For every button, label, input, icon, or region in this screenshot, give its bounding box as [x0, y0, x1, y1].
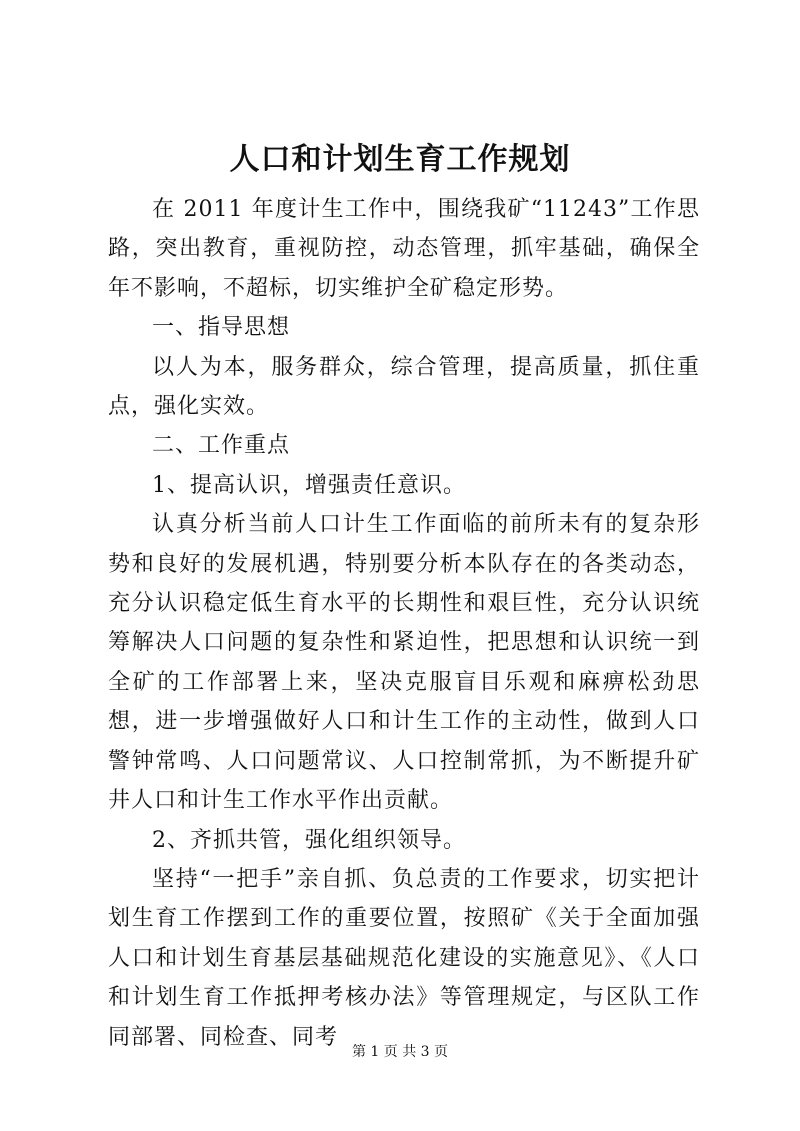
paragraph-guiding-thought: 以人为本，服务群众，综合管理，提高质量，抓住重点，强化实效。: [108, 354, 700, 420]
paragraph-raise-awareness: 认真分析当前人口计生工作面临的前所未有的复杂形势和良好的发展机遇，特别要分析本队存在的各类动态，充分认识稳定低生育水平的长期性和艰巨性，充分认识统筹解决人口问题的复杂性和紧迫性，把思想和认识统一到全矿的工作部署上来，坚决克服盲目乐观和麻痹松劲思想，进一步增强做好人口和计生工作的主动性，做到人口警钟常鸣、人口问题常议、人口控制常抓，为不断提升矿井人口和计生工作水平作出贡献。: [108, 512, 700, 814]
heading-work-focus: 二、工作重点: [152, 433, 291, 459]
heading-guiding-thought: 一、指导思想: [152, 315, 291, 341]
subheading-raise-awareness: 1、提高认识，增强责任意识。: [152, 472, 466, 498]
paragraph-joint-management: 坚持“一把手”亲自抓、负总责的工作要求，切实把计划生育工作摆到工作的重要位置，按照矿《关于全面加强人口和计划生育基层基础规范化建设的实施意见》、《人口和计划生育工作抵押考核办法》等管理规定，与区队工作同部署、同检查、同考: [108, 866, 700, 1050]
document-body: [108, 190, 700, 1057]
document-title: 人口和计划生育工作规划: [229, 142, 571, 177]
paragraph-intro: 在 2011 年度计生工作中，围绕我矿“11243”工作思路，突出教育，重视防控，动态管理，抓牢基础，确保全年不影响，不超标，切实维护全矿稳定形势。: [108, 197, 700, 301]
page-footer: 第 1 页 共 3 页: [351, 1044, 449, 1060]
subheading-joint-management: 2、齐抓共管，强化组织领导。: [152, 827, 466, 853]
